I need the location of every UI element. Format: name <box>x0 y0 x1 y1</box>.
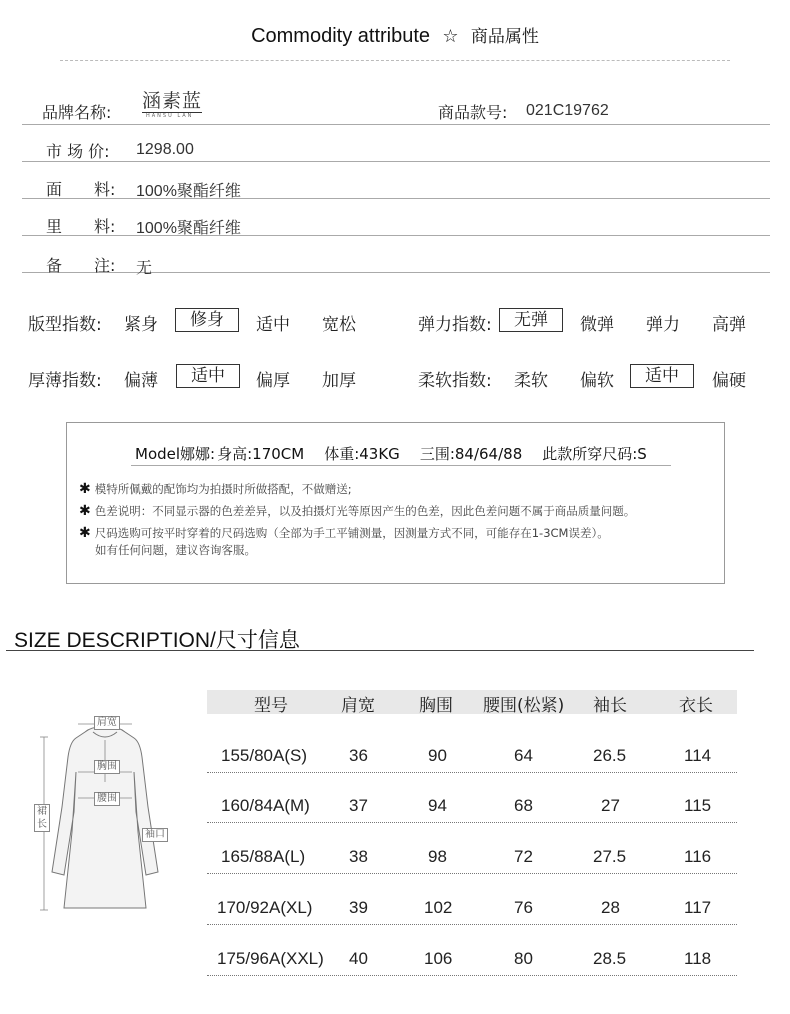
table-cell: 118 <box>684 949 712 968</box>
table-cell: 160/84A(M) <box>221 796 310 815</box>
model-name: Model娜娜: <box>135 445 216 463</box>
thickness-option: 偏薄 <box>124 371 158 391</box>
star-icon: ☆ <box>442 26 459 47</box>
thickness-index-label: 厚薄指数: <box>28 371 102 391</box>
note-item: 如有任何问题，建议咨询客服。 <box>95 543 256 557</box>
elastic-option-selected: 无弹 <box>499 308 563 332</box>
lining-value: 100%聚酯纤维 <box>136 220 241 237</box>
column-header: 衣长 <box>679 696 713 716</box>
size-section-title: SIZE DESCRIPTION/尺寸信息 <box>14 629 300 652</box>
table-cell: 40 <box>349 949 368 968</box>
section-title <box>0 22 790 48</box>
asterisk-icon: ✱ <box>79 503 91 519</box>
note-item: ✱ 模特所佩戴的配饰均为拍摄时所做搭配，不做赠送; <box>79 481 352 497</box>
attr-row-fabric <box>22 162 770 199</box>
elastic-option: 弹力 <box>646 315 680 335</box>
table-cell: 80 <box>514 949 533 968</box>
model-no-label: 商品款号: <box>438 103 508 122</box>
size-table-header <box>207 690 737 714</box>
dress-outline-icon <box>30 712 180 917</box>
table-cell: 98 <box>428 847 447 866</box>
title-en: Commodity attribute <box>251 25 431 47</box>
attr-row-price <box>22 125 770 162</box>
table-cell: 27 <box>601 796 620 815</box>
diagram-label-waist: 腰围 <box>94 792 120 806</box>
table-row <box>207 845 737 874</box>
note-item: ✱ 尺码选购可按平时穿着的尺码选购（全部为手工平铺测量，因测量方式不同，可能存在1-3CM误差）。 <box>79 525 609 541</box>
fit-index-label: 版型指数: <box>28 315 102 335</box>
table-cell: 94 <box>428 796 447 815</box>
softness-option: 偏硬 <box>712 371 746 391</box>
table-cell: 102 <box>424 898 453 917</box>
fit-option: 宽松 <box>322 315 356 335</box>
thickness-option-selected: 适中 <box>176 364 240 388</box>
model-size-worn: 此款所穿尺码:S <box>542 445 647 463</box>
dress-diagram <box>30 712 180 917</box>
table-cell: 116 <box>684 847 712 866</box>
thickness-option: 加厚 <box>322 371 356 391</box>
table-cell: 155/80A(S) <box>221 746 307 765</box>
diagram-label-shoulder: 肩宽 <box>94 716 120 730</box>
table-cell: 38 <box>349 847 368 866</box>
fabric-label: 面 料: <box>46 180 116 199</box>
elastic-option: 高弹 <box>712 315 746 335</box>
column-header: 肩宽 <box>341 696 375 716</box>
table-cell: 39 <box>349 898 368 917</box>
model-measurements-value: 三围:84/64/88 <box>419 445 523 463</box>
model-no-value: 021C19762 <box>526 102 609 119</box>
table-cell: 165/88A(L) <box>221 847 306 866</box>
divider <box>60 60 730 61</box>
table-row <box>207 896 737 925</box>
remark-label: 备 注: <box>46 256 116 275</box>
brand-logo: 涵素蓝 <box>142 90 203 112</box>
table-cell: 117 <box>684 898 712 917</box>
elastic-option: 微弹 <box>580 315 614 335</box>
model-measurements <box>135 443 667 464</box>
fabric-value: 100%聚酯纤维 <box>136 183 241 200</box>
model-height: 身高:170CM <box>217 445 305 463</box>
index-row-1 <box>28 306 768 336</box>
remark-value: 无 <box>136 260 153 277</box>
table-cell: 28 <box>601 898 620 917</box>
table-cell: 26.5 <box>593 746 627 765</box>
fit-option-selected: 修身 <box>175 308 239 332</box>
column-header: 腰围(松紧) <box>483 696 565 716</box>
table-cell: 106 <box>424 949 453 968</box>
attr-row-lining <box>22 199 770 236</box>
table-row <box>207 744 737 773</box>
softness-option: 偏软 <box>580 371 614 391</box>
table-cell: 72 <box>514 847 533 866</box>
brand-logo-sub: HANSU LAN <box>146 113 194 119</box>
attr-row-brand <box>22 88 770 125</box>
softness-option-selected: 适中 <box>630 364 694 388</box>
diagram-label-cuff: 袖口 <box>142 828 168 842</box>
table-cell: 68 <box>514 796 533 815</box>
column-header: 胸围 <box>419 696 453 716</box>
table-cell: 115 <box>684 796 712 815</box>
model-weight: 体重:43KG <box>324 445 400 463</box>
table-cell: 76 <box>514 898 533 917</box>
lining-label: 里 料: <box>46 217 116 236</box>
asterisk-icon: ✱ <box>79 525 91 541</box>
price-value: 1298.00 <box>136 141 194 158</box>
table-cell: 27.5 <box>593 847 627 866</box>
index-row-2 <box>28 362 768 392</box>
table-row <box>207 794 737 823</box>
table-cell: 114 <box>684 746 712 765</box>
table-cell: 36 <box>349 746 368 765</box>
table-cell: 175/96A(XXL) <box>217 949 324 968</box>
note-item: ✱ 色差说明：不同显示器的色差差异，以及拍摄灯光等原因产生的色差，因此色差问题不属于商品质量问题。 <box>79 503 636 519</box>
table-cell: 64 <box>514 746 533 765</box>
diagram-label-chest: 胸围 <box>94 760 120 774</box>
divider <box>6 650 754 651</box>
table-cell: 170/92A(XL) <box>217 898 313 917</box>
table-cell: 90 <box>428 746 447 765</box>
thickness-option: 偏厚 <box>256 371 290 391</box>
table-cell: 28.5 <box>593 949 627 968</box>
brand-label: 品牌名称: <box>42 103 112 122</box>
column-header: 型号 <box>254 696 288 716</box>
asterisk-icon: ✱ <box>79 481 91 497</box>
softness-index-label: 柔软指数: <box>418 371 492 391</box>
attr-row-remark <box>22 236 770 277</box>
elastic-index-label: 弹力指数: <box>418 315 492 335</box>
price-label: 市 场 价: <box>46 142 110 161</box>
fit-option: 紧身 <box>124 315 158 335</box>
divider <box>131 465 671 466</box>
diagram-label-length: 裙长 <box>34 804 50 832</box>
fit-option: 适中 <box>256 315 290 335</box>
softness-option: 柔软 <box>514 371 548 391</box>
title-zh: 商品属性 <box>470 27 539 47</box>
model-info-box <box>66 422 725 584</box>
column-header: 袖长 <box>593 696 627 716</box>
table-cell: 37 <box>349 796 368 815</box>
table-row <box>207 947 737 976</box>
